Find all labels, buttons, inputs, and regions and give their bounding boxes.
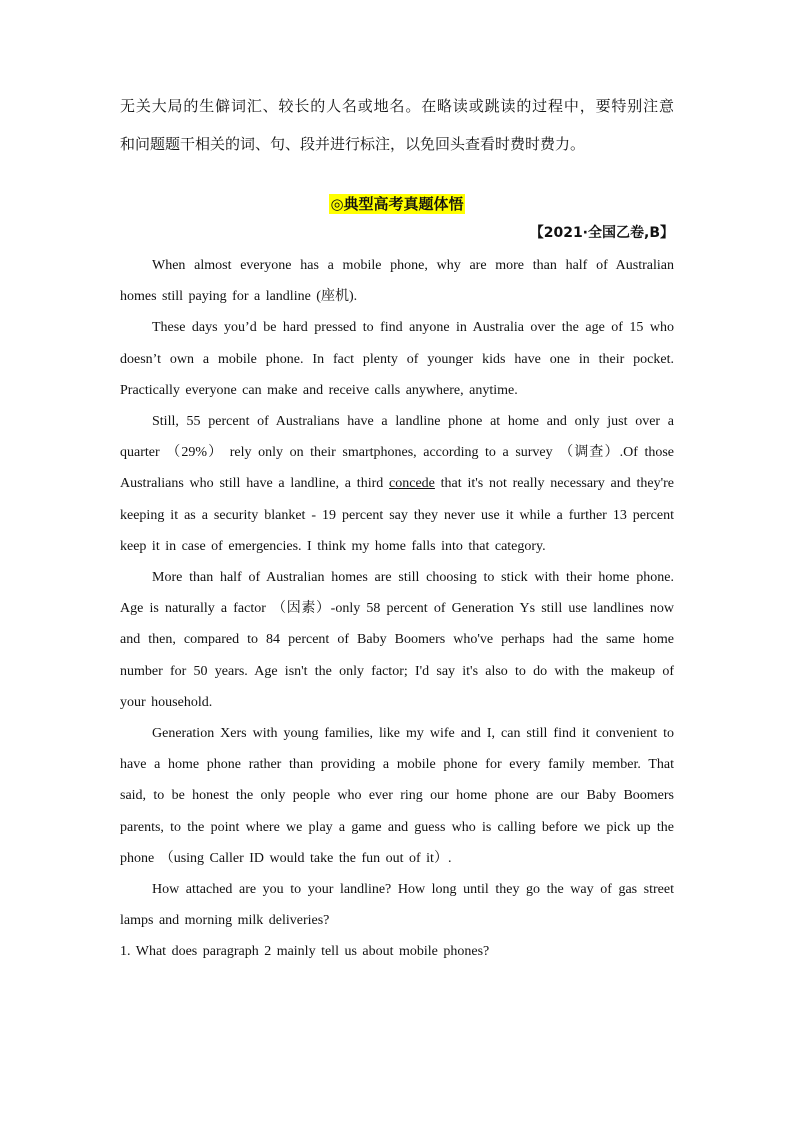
paragraph-4: More than half of Australian homes are still choosing to stick with their home phone. Age is naturally a factor （因素）-only 58 percent of Generation Ys still use landlines now and then, compared to 84 percent of Baby Boomers who've perhaps had the same home number for 50 years. Age isn't the only factor; I'd say it's also to do with the makeup of your household. [120,570,674,710]
intro-text [120,88,674,164]
page [120,88,674,968]
paragraph-5: Generation Xers with young families, like my wife and I, can still find it convenient to have a home phone rather than providing a mobile phone for every family member. That said, to be honest the only people who ever ring our home phone are our Baby Boomers parents, to the point where we play a game and guess who is calling before we pick up the phone （using Caller ID would take the fun out of it）. [120,726,674,866]
section-heading-wrap [120,194,674,216]
section-heading: ◎典型高考真题体悟 [330,195,464,213]
paragraph-3-part-2: that it's not really necessary and they're keeping it as a security blanket - 19 percent say they never use it while a further 13 percent keep it in case of emergencies. I think my home falls into that category. [120,476,674,554]
underlined-word-concede: concede [389,476,435,492]
paragraph-1: When almost everyone has a mobile phone, why are more than half of Australian homes still paying for a landline (座机). [120,258,674,305]
question-1: 1. What does paragraph 2 mainly tell us about mobile phones? [120,944,490,960]
exam-source-label: 【2021·全国乙卷,B】 [529,225,674,241]
paragraph-2: These days you’d be hard pressed to find anyone in Australia over the age of 15 who doesn’t own a mobile phone. In fact plenty of younger kids have one in their pocket. Practically everyone can make and receive calls anywhere, anytime. [120,320,674,398]
paragraph-6: How attached are you to your landline? How long until they go the way of gas street lamps and morning milk deliveries? [120,882,674,929]
intro-line-2: 和问题题干相关的词、句、段并进行标注，以免回头查看时费时费力。 [120,137,586,153]
paragraph-3-part-1: Still, 55 percent of Australians have a landline phone at home and only just over a quarter （29%） rely only on their smartphones, according to a survey （调查）.Of those Australians who still have a landline, a third [120,414,674,492]
reading-passage [120,250,674,968]
intro-line-1: 无关大局的生僻词汇、较长的人名或地名。在略读或跳读的过程中，要特别注意 [120,99,674,115]
paragraph-3 [120,406,674,562]
